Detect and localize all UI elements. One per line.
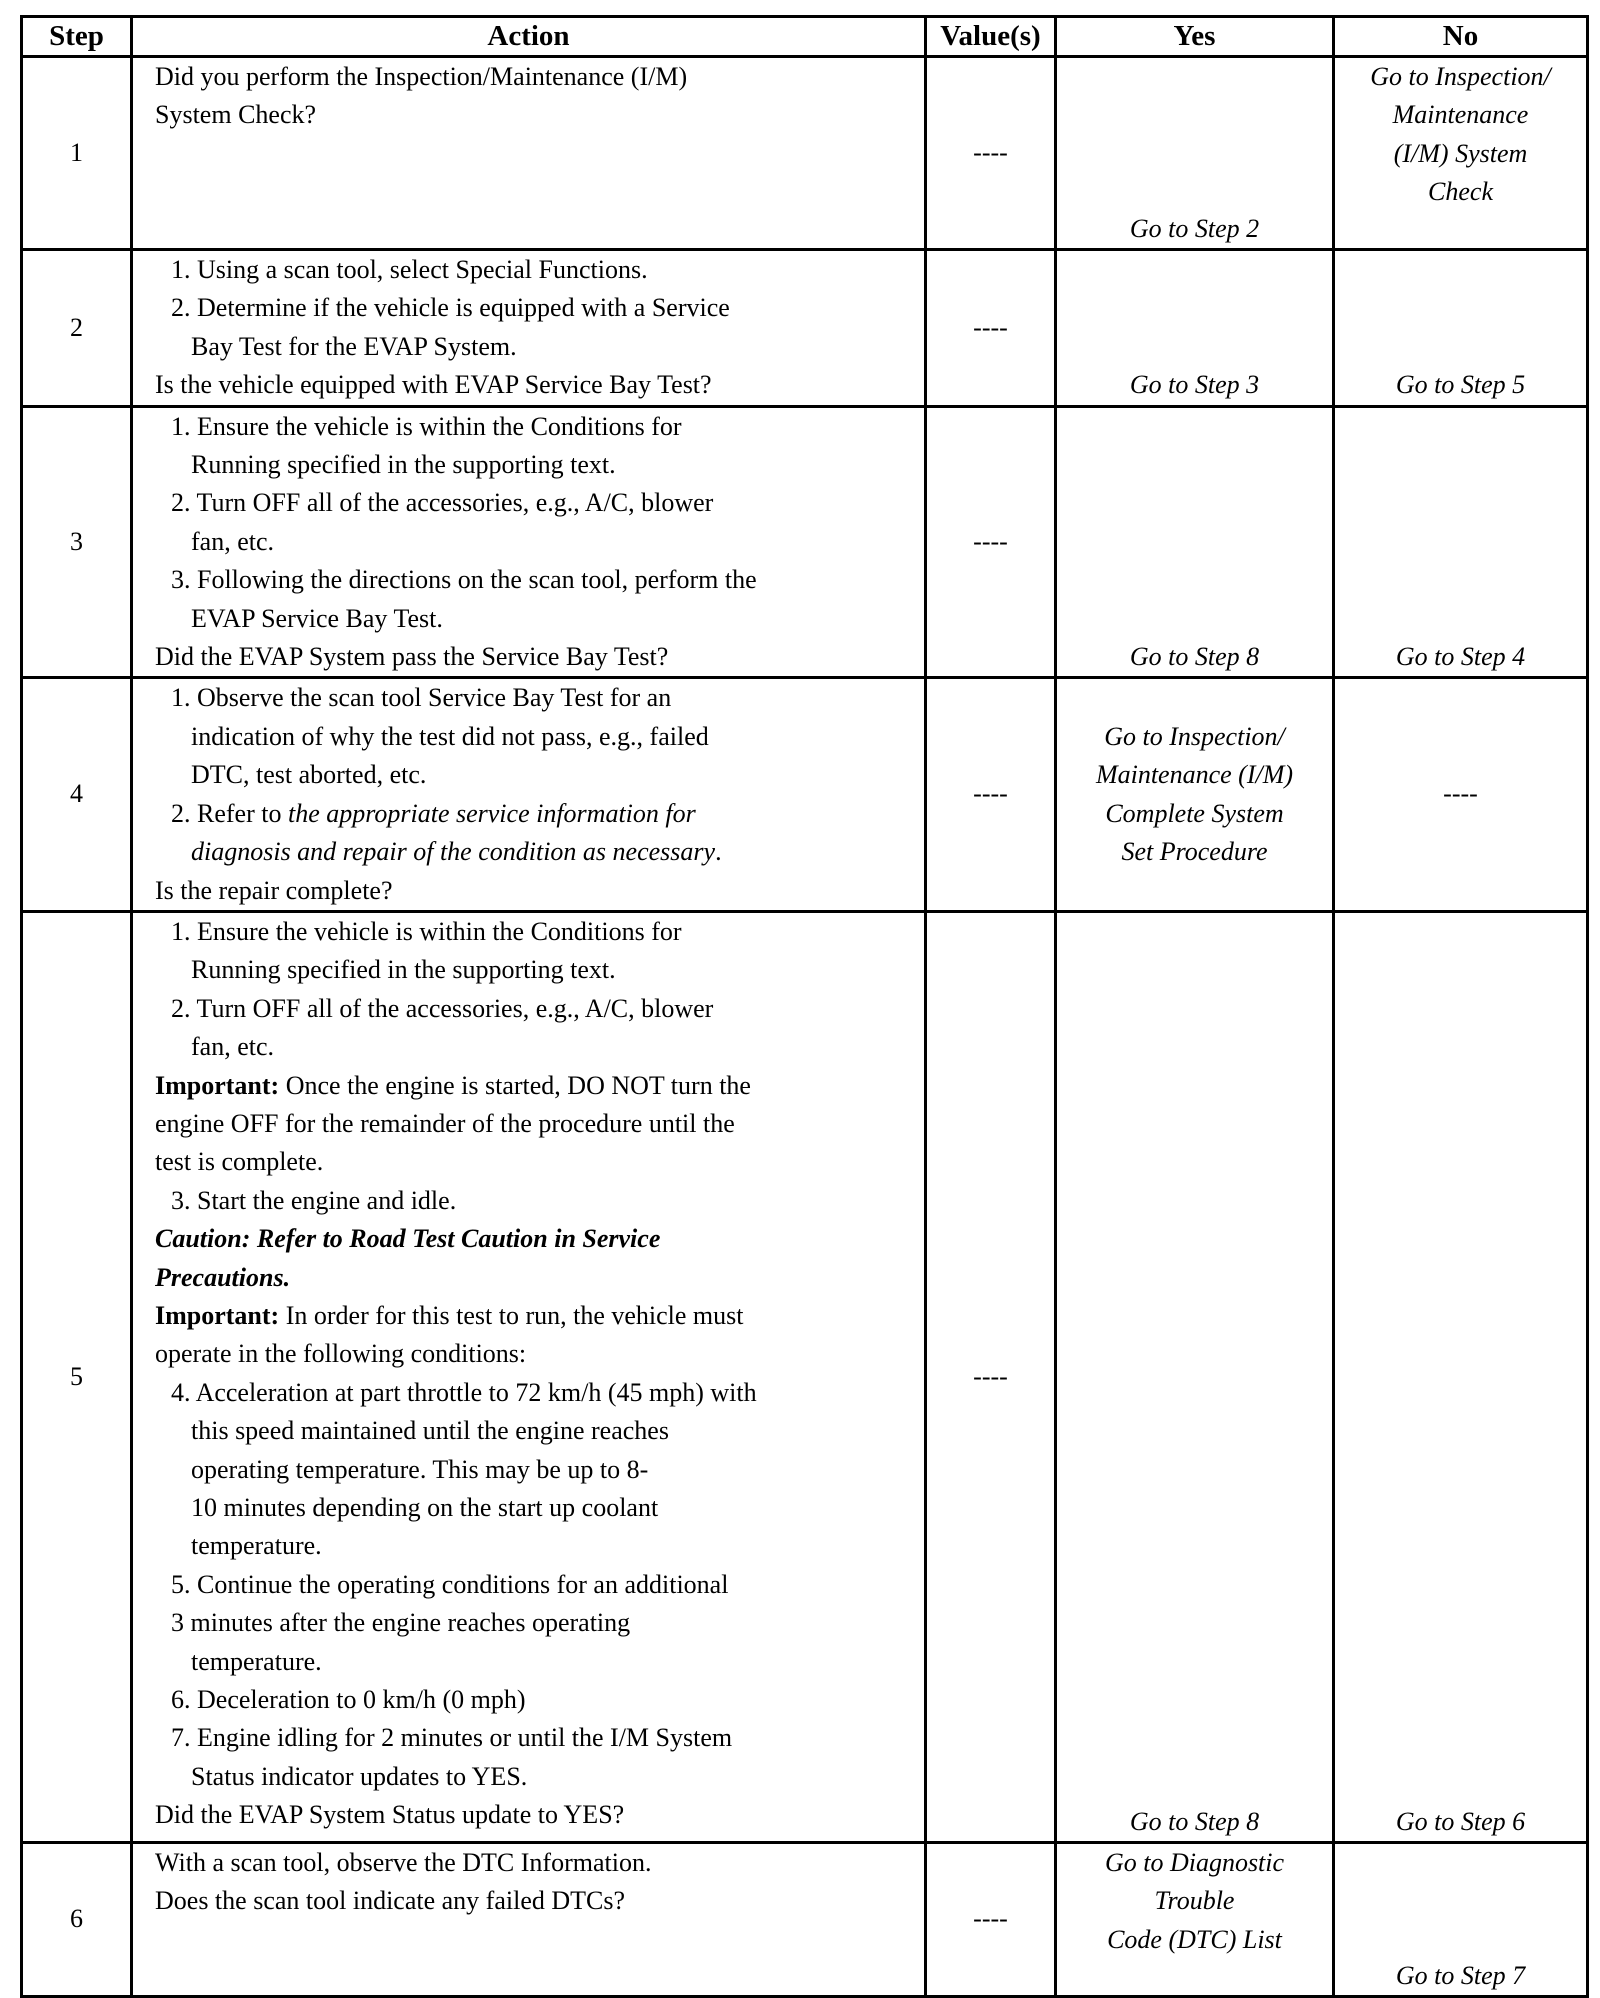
no-cell: Go to Step 6 (1334, 911, 1588, 1842)
action-line: 1. Using a scan tool, select Special Functions. (171, 255, 648, 284)
value-cell: ---- (926, 406, 1056, 678)
action-line: Does the scan tool indicate any failed DTCs? (155, 1886, 626, 1916)
action-line: Bay Test for the EVAP System. (191, 331, 517, 361)
value-cell: ---- (926, 1842, 1056, 1996)
action-line: engine OFF for the remainder of the procedure until the (155, 1108, 735, 1138)
action-cell (132, 57, 926, 250)
yes-cell: Go to Step 2 (1056, 57, 1334, 250)
action-line: temperature. (191, 1531, 322, 1561)
table-row (22, 250, 1588, 407)
no-line: Go to Inspection/ (1370, 62, 1551, 91)
action-cell (132, 1842, 926, 1996)
yes-cell (1056, 1842, 1334, 1996)
action-line: 2. Turn OFF all of the accessories, e.g., A/C, blower (171, 488, 714, 518)
yes-line: Go to Inspection/ (1104, 721, 1285, 751)
action-line: 1. Ensure the vehicle is within the Conditions for (171, 411, 682, 441)
action-line: With a scan tool, observe the DTC Information. (155, 1847, 652, 1877)
action-cell (132, 406, 926, 678)
action-line (155, 1297, 916, 1335)
action-line: this speed maintained until the engine reaches (191, 1416, 669, 1446)
step-number: 3 (22, 406, 132, 678)
action-line: 3. Following the directions on the scan tool, perform the (171, 565, 757, 595)
action-line: 1. Ensure the vehicle is within the Conditions for (171, 916, 682, 946)
table-row (22, 911, 1588, 1842)
action-line: 6. Deceleration to 0 km/h (0 mph) (171, 1685, 526, 1715)
action-line: indication of why the test did not pass, e.g., failed (191, 721, 709, 751)
value-cell: ---- (926, 678, 1056, 911)
no-cell: Go to Step 7 (1334, 1842, 1588, 1996)
no-cell: Go to Step 5 (1334, 250, 1588, 407)
important-text: In order for this test to run, the vehicle must (279, 1300, 744, 1330)
action-line: EVAP Service Bay Test. (191, 603, 443, 633)
action-line: 5. Continue the operating conditions for an additional (171, 1569, 729, 1599)
no-cell: Go to Step 4 (1334, 406, 1588, 678)
value-cell: ---- (926, 250, 1056, 407)
action-line: System Check? (155, 100, 317, 130)
action-line: temperature. (191, 1646, 322, 1676)
value-cell: ---- (926, 911, 1056, 1842)
header-step: Step (22, 17, 132, 57)
action-line: Did the EVAP System pass the Service Bay Test? (155, 642, 669, 672)
table-row (22, 57, 1588, 250)
step-number: 1 (22, 57, 132, 250)
action-line: 4. Acceleration at part throttle to 72 km/h (45 mph) with (171, 1377, 757, 1407)
value-cell: ---- (926, 57, 1056, 250)
action-line: DTC, test aborted, etc. (191, 760, 427, 790)
header-row (22, 17, 1588, 57)
yes-line: Complete System (1105, 798, 1284, 828)
action-line: Did you perform the Inspection/Maintenance (I/M) (155, 62, 688, 91)
action-line: Is the repair complete? (155, 875, 393, 905)
action-line: 10 minutes depending on the start up coolant (191, 1493, 659, 1522)
no-cell: ---- (1334, 678, 1588, 911)
action-line: Status indicator updates to YES. (191, 1761, 528, 1791)
action-line (155, 795, 916, 833)
step-number: 5 (22, 911, 132, 1842)
action-line: operate in the following conditions: (155, 1339, 527, 1369)
yes-cell: Go to Step 8 (1056, 406, 1334, 678)
table-row (22, 678, 1588, 911)
yes-cell: Go to Step 3 (1056, 250, 1334, 407)
action-line: 3. Start the engine and idle. (171, 1185, 457, 1215)
header-action: Action (132, 17, 926, 57)
yes-line: Maintenance (I/M) (1095, 760, 1294, 790)
action-line: Running specified in the supporting text. (191, 450, 616, 480)
yes-cell (1056, 678, 1334, 911)
refer-link-text: the appropriate service information for (287, 798, 696, 828)
yes-line: Set Procedure (1121, 837, 1268, 867)
no-line: Check (1428, 177, 1493, 207)
action-line: fan, etc. (191, 526, 275, 556)
caution-line: Caution: Refer to Road Test Caution in Service (155, 1224, 661, 1254)
action-line: 7. Engine idling for 2 minutes or until the I/M System (171, 1723, 733, 1753)
action-line: Running specified in the supporting text. (191, 955, 616, 985)
table-row (22, 1842, 1588, 1996)
no-cell (1334, 57, 1588, 250)
action-line: test is complete. (155, 1147, 324, 1177)
period-text: . (715, 837, 722, 867)
action-line: 3 minutes after the engine reaches operating (171, 1608, 631, 1638)
header-value: Value(s) (926, 17, 1056, 57)
yes-line: Trouble (1154, 1886, 1235, 1916)
important-label: Important: (155, 1070, 280, 1100)
yes-line: Go to Diagnostic (1104, 1847, 1285, 1877)
header-no: No (1334, 17, 1588, 57)
action-line (155, 833, 916, 871)
action-line: Did the EVAP System Status update to YES? (155, 1800, 625, 1830)
header-yes: Yes (1056, 17, 1334, 57)
no-line: (I/M) System (1393, 138, 1528, 168)
action-line (155, 1067, 916, 1105)
refer-link-text: diagnosis and repair of the condition as necessary (191, 837, 716, 867)
action-line: fan, etc. (191, 1032, 275, 1062)
refer-text: 2. Refer to (171, 798, 288, 828)
important-label: Important: (155, 1300, 280, 1330)
diagnostic-table (20, 15, 1589, 1998)
important-text: Once the engine is started, DO NOT turn the (279, 1070, 751, 1100)
table-row (22, 406, 1588, 678)
action-cell (132, 678, 926, 911)
action-line: operating temperature. This may be up to 8- (191, 1454, 649, 1484)
caution-line: Precautions. (155, 1262, 291, 1292)
action-cell (132, 250, 926, 407)
no-line: Maintenance (1392, 100, 1529, 130)
step-number: 4 (22, 678, 132, 911)
step-number: 6 (22, 1842, 132, 1996)
action-line: 1. Observe the scan tool Service Bay Test for an (171, 683, 672, 713)
yes-cell: Go to Step 8 (1056, 911, 1334, 1842)
action-line: 2. Determine if the vehicle is equipped with a Service (171, 293, 730, 323)
action-line: Is the vehicle equipped with EVAP Service Bay Test? (155, 370, 712, 400)
yes-line: Code (DTC) List (1107, 1924, 1282, 1954)
action-line: 2. Turn OFF all of the accessories, e.g., A/C, blower (171, 993, 714, 1023)
step-number: 2 (22, 250, 132, 407)
action-cell (132, 911, 926, 1842)
